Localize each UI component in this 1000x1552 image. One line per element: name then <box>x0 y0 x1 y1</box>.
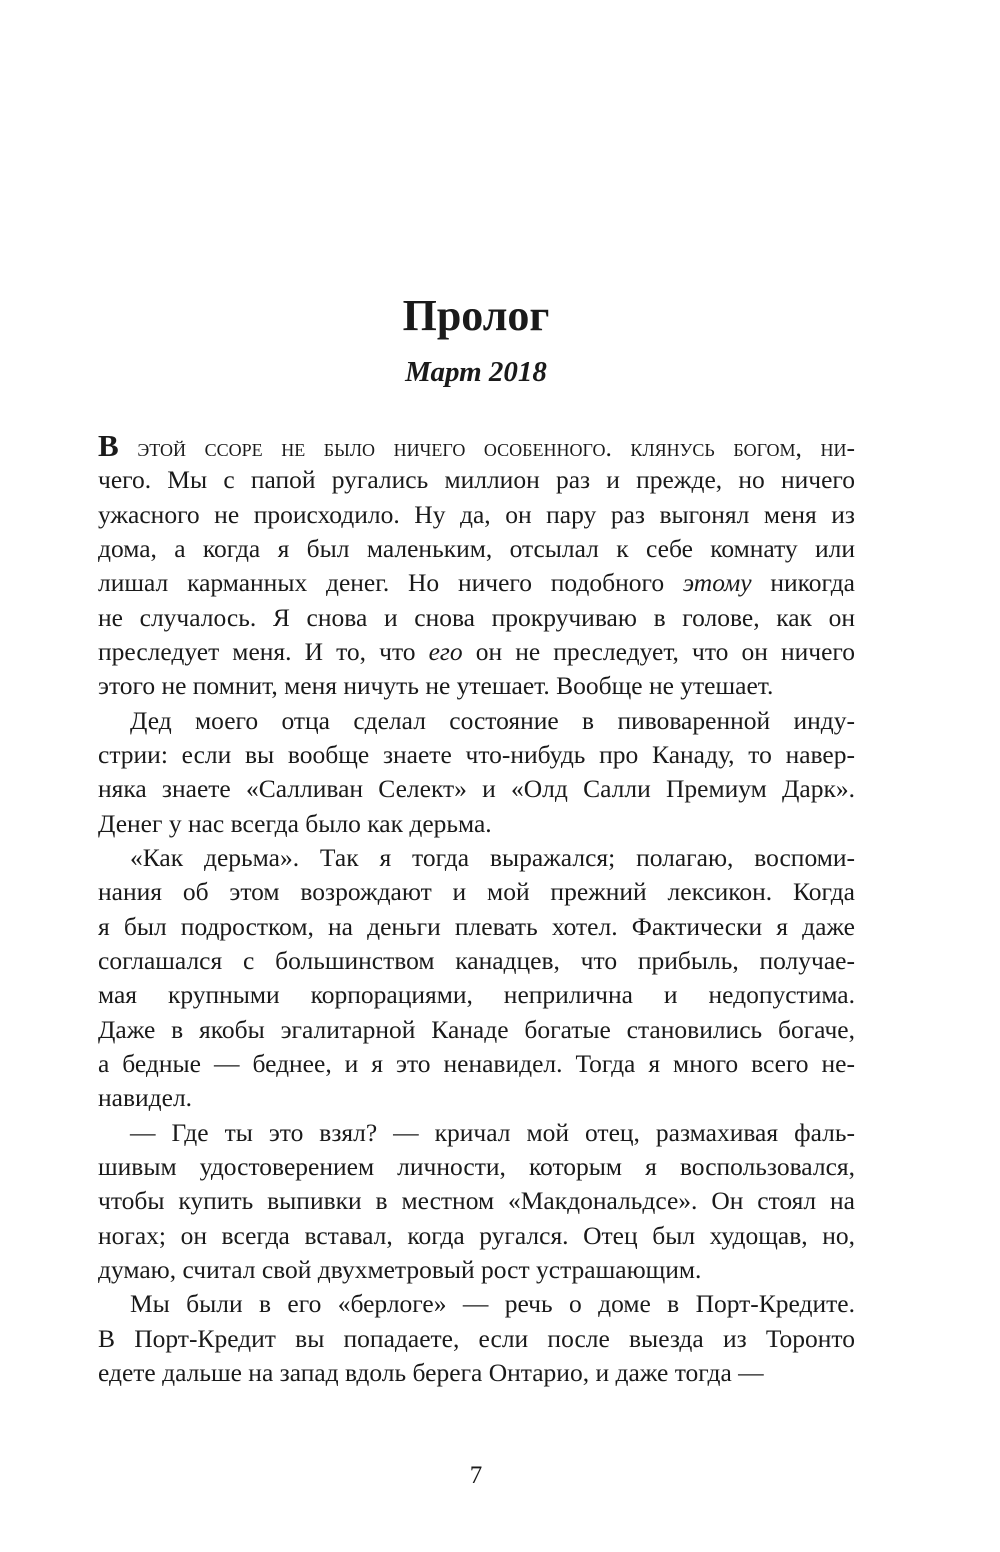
text-segment: В Порт-Кредит вы попадаете, если после выезда из Торонто <box>98 1323 855 1353</box>
text-line <box>98 532 855 566</box>
text-segment: а бедные — беднее, и я это ненавидел. Тогда я много всего не- <box>98 1048 855 1078</box>
text-segment: мая крупными корпорациями, неприлична и недопустима. <box>98 980 855 1010</box>
text-line <box>98 738 855 772</box>
text-segment: едете дальше на запад вдоль берега Онтарио, и даже тогда — <box>98 1357 764 1387</box>
text-line <box>98 1253 855 1287</box>
text-segment: лишал карманных денег. Но ничего подобного <box>98 568 683 598</box>
text-line <box>98 498 855 532</box>
text-segment: ногах; он всегда вставал, когда ругался. Отец был худощав, но, <box>98 1220 855 1250</box>
text-segment: преследует меня. И то, что <box>98 636 429 666</box>
text-line <box>98 1219 855 1253</box>
text-line <box>98 1081 855 1115</box>
text-segment: чего. Мы с папой ругались миллион раз и прежде, но ничего <box>98 465 855 495</box>
small-caps-text: этой ссоре не было ничего особенного. клянусь богом, ни- <box>137 433 856 462</box>
text-line <box>98 635 855 669</box>
text-segment: ужасного не происходило. Ну да, он пару раз выгонял меня из <box>98 499 855 529</box>
text-line <box>98 566 855 600</box>
text-line <box>98 1287 855 1321</box>
text-segment: дома, а когда я был маленьким, отсылал к себе комнату или <box>98 533 855 563</box>
text-segment: никогда <box>751 568 856 598</box>
text-segment: соглашался с большинством канадцев, что прибыль, получае- <box>98 945 855 975</box>
text-line <box>98 772 855 806</box>
text-line <box>98 875 855 909</box>
emphasis-text: этому <box>682 568 752 598</box>
text-segment: нания об этом возрождают и мой прежний лексикон. Когда <box>98 877 855 907</box>
body-text <box>98 429 855 1390</box>
text-segment: «Как дерьма». Так я тогда выражался; полагаю, воспоми- <box>130 842 855 872</box>
text-segment: шивым удостоверением личности, которым я воспользовался, <box>98 1151 855 1181</box>
drop-initial: В <box>98 428 119 463</box>
text-line <box>98 1184 855 1218</box>
text-line <box>98 1322 855 1356</box>
text-line <box>98 704 855 738</box>
text-segment: Даже в якобы эгалитарной Канаде богатые становились богаче, <box>98 1014 855 1044</box>
text-segment: няка знаете «Салливан Селект» и «Олд Салли Премиум Дарк». <box>98 774 855 804</box>
text-segment: навидел. <box>98 1083 193 1113</box>
text-segment: Денег у нас всегда было как дерьма. <box>98 808 492 838</box>
emphasis-text: его <box>428 636 463 666</box>
text-line <box>98 910 855 944</box>
text-line <box>98 978 855 1012</box>
text-line <box>98 1047 855 1081</box>
text-line <box>98 1116 855 1150</box>
lead-line <box>98 429 855 463</box>
chapter-date: Март 2018 <box>405 356 547 388</box>
text-line <box>98 463 855 497</box>
text-line <box>98 807 855 841</box>
text-segment: я был подростком, на деньги плевать хотел. Фактически я даже <box>98 911 855 941</box>
text-segment: — Где ты это взял? — кричал мой отец, размахивая фаль- <box>130 1117 855 1147</box>
text-segment: он не преследует, что он ничего <box>462 636 855 666</box>
text-line <box>98 1013 855 1047</box>
text-line <box>98 1356 855 1390</box>
text-line <box>98 669 855 703</box>
text-segment: не случалось. Я снова и снова прокручиваю в голове, как он <box>98 602 855 632</box>
text-segment: думаю, считал свой двухметровый рост устрашающим. <box>98 1254 702 1284</box>
text-line <box>98 944 855 978</box>
text-line <box>98 841 855 875</box>
text-segment: Дед моего отца сделал состояние в пивоваренной инду- <box>130 705 855 735</box>
text-line <box>98 1150 855 1184</box>
text-line <box>98 601 855 635</box>
text-segment: Мы были в его «берлоге» — речь о доме в Порт-Кредите. <box>130 1289 855 1319</box>
text-segment: чтобы купить выпивки в местном «Макдональдсе». Он стоял на <box>98 1186 855 1216</box>
page-number: 7 <box>469 1462 483 1489</box>
text-segment: стрии: если вы вообще знаете что-нибудь про Канаду, то навер- <box>98 739 855 769</box>
text-segment: этого не помнит, меня ничуть не утешает. Вообще не утешает. <box>98 671 774 701</box>
chapter-title: Пролог <box>402 291 550 340</box>
